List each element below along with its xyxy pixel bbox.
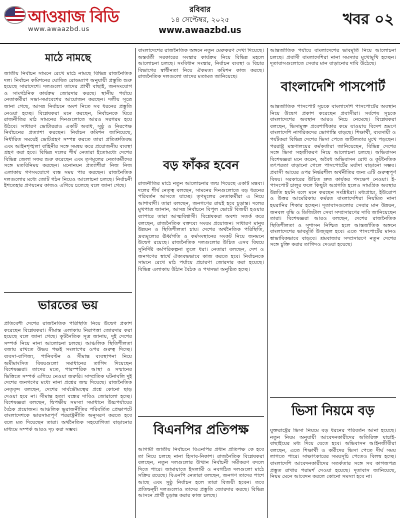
headline-bangladeshi-passport[interactable]: বাংলাদেশি পাসপোর্ট [280,80,386,95]
article-body: যুক্তরাষ্ট্রের ভিসা নিয়মে বড় ধরনের পরিবর্তন আনা হয়েছে। নতুন নিয়ম অনুযায়ী আবেদনকারীদের অতিরিক্ত যাচাই-বাছাইয়ের মধ্য দিয়ে যেতে হবে। অভিবাসন আইনজীবীরা বলছেন, এতে শিক্ষার্থী ও কর্মীদের ভিসা পেতে দীর্ঘ সময় লাগতে পারে। সাক্ষাৎকারের সময়সূচি পেতেও বিলম্ব হচ্ছে। বাংলাদেশি আবেদনকারীদের সতর্কতার সঙ্গে সব কাগজপত্র প্রস্তুত রাখার পরামর্শ দেওয়া হয়েছে। দূতাবাস জানিয়েছে, নিয়ম মেনে আবেদন করলে কোনো সমস্যা হবে না। [270,428,396,481]
article-body: বাংলাদেশের রাজনৈতিক অঙ্গনে নতুন মেরুকরণ দেখা দিয়েছে। অন্তর্বর্তী সরকারের সংস্কার কার্যক্রম নিয়ে বিভিন্ন মহলে আলোচনা চলছে। সংবিধান সংস্কার, নির্বাচন ব্যবস্থা ও বিচার বিভাগের স্বাধীনতা নিয়ে ঐকমত্য কমিশন কাজ করছে। রাজনৈতিক দলগুলো তাদের মতামত জানিয়েছে। [138,48,264,81]
logo[interactable] [4,4,119,38]
masthead [0,0,400,44]
logo-url: www.awaazbd.us [28,25,90,33]
column-right [270,48,396,520]
column-middle [138,48,264,520]
website-link[interactable]: www.awaazbd.us [158,26,242,36]
headline-bharater-bhoy[interactable]: ভারতের ভয় [38,298,98,312]
section-divider [270,397,396,398]
article-body: জাতীয় নির্বাচন সামনে রেখে মাঠে নামছে বিভিন্ন রাজনৈতিক দল। নির্বাচন কমিশনের ঘোষিত রোডম্যাপ অনুযায়ী প্রস্তুতি শুরু হয়েছে সারাদেশে। দলগুলো তাদের প্রার্থী বাছাই, জনসংযোগ ও সাংগঠনিক কার্যক্রম জোরদার করছে। স্থানীয় পর্যায়ে নেতাকর্মীরা সভা-সমাবেশের আয়োজন করছেন। দলীয় সূত্রে জানা গেছে, আসন্ন নির্বাচনে অংশ নিতে সব ধরনের প্রস্তুতি নেওয়া হচ্ছে। বিশ্লেষকরা মনে করছেন, নির্বাচনকে ঘিরে রাজনীতির মাঠ সামনের দিনগুলোতে আরও সরগরম হয়ে উঠবে। সাধারণ ভোটাররাও একটি অবাধ, সুষ্ঠু ও নিরপেক্ষ নির্বাচনের প্রত্যাশা করছেন। নির্বাচন কমিশন জানিয়েছে, নির্ধারিত সময়েই ভোটগ্রহণ সম্পন্ন করতে তারা প্রতিশ্রুতিবদ্ধ এবং আইনশৃঙ্খলা বাহিনীর সঙ্গে সমন্বয় করে প্রয়োজনীয় ব্যবস্থা গ্রহণ করা হবে। বিভিন্ন দলের শীর্ষ নেতারা ইতোমধ্যে দেশের বিভিন্ন জেলা সফর শুরু করেছেন এবং তৃণমূলের নেতাকর্মীদের সঙ্গে মতবিনিময় করছেন। মনোনয়ন প্রত্যাশীরা নিজ নিজ এলাকায় গণসংযোগে ব্যস্ত সময় পার করছেন। রাজনৈতিক দলগুলোর মধ্যে জোট গঠন নিয়েও আলোচনা চলছে। নির্বাচনী ইশতেহার প্রণয়নের কাজও এগিয়ে চলেছে বলে জানা গেছে। [4,71,132,190]
column-divider [267,48,268,518]
headline-boro-fakor[interactable]: বড় ফাঁকর হবেন [163,158,239,172]
headline-mathe-namchhe[interactable]: মাঠে নামছে [45,53,91,64]
article-body: আন্তর্জাতিক পর্যায়ে বাংলাদেশের ভাবমূর্তি নিয়ে আলোচনা চলছে। প্রবাসী বাংলাদেশিরা নানা সমস্যার মুখোমুখি হচ্ছেন। দূতাবাসগুলোতে সেবার মান বাড়ানোর দাবি উঠেছে। [270,48,396,68]
section-title: খবর ০২ [342,10,394,28]
article-body: রাজনীতির মাঠে নতুন আলোচনার জন্ম দিয়েছে একটি মন্তব্য। দলের শীর্ষ নেতৃত্ব বলছেন, সামনের দিনগুলোতে বড় ধরনের পরিবর্তন আসতে যাচ্ছে। তৃণমূলের নেতাকর্মীরা এ নিয়ে আশাবাদী। তারা বলছেন, জনগণের রায়ই হবে চূড়ান্ত। দলের মুখপাত্র জানান, আসন্ন নির্বাচনে বিপুল ভোটে বিজয়ী হওয়ার ব্যাপারে তারা আত্মবিশ্বাসী। বিশ্লেষকরা অবশ্য সতর্ক করে বলছেন, রাজনৈতিক বক্তব্যে সংযম প্রয়োজন। সাধারণ মানুষ উন্নয়ন ও স্থিতিশীলতা চায়। দেশের অর্থনৈতিক পরিস্থিতি, দ্রব্যমূল্যের ঊর্ধ্বগতি ও কর্মসংস্থানের সংকট নিয়ে জনমনে উদ্বেগ রয়েছে। রাজনৈতিক দলগুলোর উচিত এসব বিষয়ে সুনির্দিষ্ট কর্মপরিকল্পনা তুলে ধরা। নেতারা বলছেন, দেশ ও জনগণের স্বার্থে ঐক্যবদ্ধভাবে কাজ করতে হবে। নির্বাচনকে সামনে রেখে মাঠ পর্যায়ে প্রচারণা জোরদার করা হয়েছে। বিভিন্ন এলাকায় উঠান বৈঠক ও পথসভা অনুষ্ঠিত হচ্ছে। [138,181,264,273]
logo-text: আওয়াজ বিডি [28,7,119,26]
article-body: প্রতিবেশী দেশের রাজনৈতিক পরিস্থিতি নিয়ে উদ্বেগ প্রকাশ করেছেন বিশ্লেষকরা। সীমান্ত এলাকায় নিরাপত্তা জোরদার করা হয়েছে বলে জানা গেছে। কূটনৈতিক সূত্র জানায়, দুই দেশের সম্পর্ক নিয়ে নানা আলোচনা চলছে। আঞ্চলিক স্থিতিশীলতা বজায় রাখতে উভয় পক্ষই সংলাপের ওপর গুরুত্ব দিচ্ছে। ব্যবসা-বাণিজ্য, পানিবণ্টন ও সীমান্ত ব্যবস্থাপনা নিয়ে অমীমাংসিত বিষয়গুলো সমাধানের তাগিদ দিয়েছেন বিশেষজ্ঞরা। তাদের মতে, পারস্পরিক আস্থা ও সম্মানের ভিত্তিতে সম্পর্ক এগিয়ে নেওয়া জরুরি। সাম্প্রতিক ঘটনাবলি দুই দেশের জনগণের মধ্যে নানা প্রশ্নের জন্ম দিয়েছে। রাজনৈতিক নেতৃবৃন্দ বলছেন, দেশের সার্বভৌমত্বের প্রশ্নে কোনো ছাড় দেওয়া হবে না। সীমান্ত হত্যা বন্ধের দাবিও জোরালো হচ্ছে। বিশেষজ্ঞরা বলছেন, দ্বিপক্ষীয় সমস্যা সমাধানে উচ্চপর্যায়ের বৈঠক প্রয়োজন। আঞ্চলিক ভূরাজনীতির পরিবর্তিত প্রেক্ষাপটে বাংলাদেশকে ভারসাম্যপূর্ণ পররাষ্ট্রনীতি অনুসরণ করতে হবে বলে মত দিয়েছেন তারা। অর্থনৈতিক সহযোগিতা বাড়ানোর মাধ্যমে সম্পর্ক আরও দৃঢ় করা সম্ভব। [4,321,132,433]
article-body: আন্তর্জাতিক পাসপোর্ট সূচকে বাংলাদেশি পাসপোর্টের অবস্থান নিয়ে উদ্বেগ প্রকাশ করেছেন প্রবাসীরা। সর্বশেষ সূচকে বাংলাদেশের অবস্থান আরও নিচে নেমেছে। বিশ্লেষকরা বলছেন, ভিসামুক্ত প্রবেশাধিকার কমে যাওয়ায় বিদেশ ভ্রমণে বাংলাদেশি নাগরিকদের ভোগান্তি বাড়ছে। শিক্ষার্থী, ব্যবসায়ী ও পর্যটকরা বিভিন্ন দেশের ভিসা পেতে জটিলতার মুখে পড়ছেন। পররাষ্ট্র মন্ত্রণালয়ের কর্মকর্তারা জানিয়েছেন, বিভিন্ন দেশের সঙ্গে ভিসা সহজীকরণ নিয়ে আলোচনা চলছে। অভিবাসন বিশেষজ্ঞরা মনে করেন, অবৈধ অভিবাসন রোধ ও কূটনৈতিক তৎপরতা বাড়ানো গেলে পাসপোর্টের মর্যাদা বাড়ানো সম্ভব। প্রবাসী আয়ের ওপর নির্ভরশীল অর্থনীতির জন্য এটি গুরুত্বপূর্ণ বিষয়। সরকারের উচিত দ্রুত কার্যকর পদক্ষেপ নেওয়া। ই-পাসপোর্ট চালুর ফলে কিছুটা অগ্রগতি হলেও সামগ্রিক অবস্থার উন্নতি হয়নি বলে মনে করছেন সংশ্লিষ্টরা। মধ্যপ্রাচ্য, ইউরোপ ও উত্তর আমেরিকায় কর্মরত বাংলাদেশিরা নিয়মিত নানা হয়রানির শিকার হচ্ছেন। দূতাবাসগুলোর সেবার মান উন্নয়ন, জনবল বৃদ্ধি ও ডিজিটাল সেবা সম্প্রসারণের দাবি জানিয়েছেন তারা। বিশেষজ্ঞরা আরও বলছেন, দেশের রাজনৈতিক স্থিতিশীলতা ও সুশাসন নিশ্চিত হলে আন্তর্জাতিক অঙ্গনে বাংলাদেশের ভাবমূর্তি উজ্জ্বল হবে। এতে পাসপোর্টের মানও স্বাভাবিকভাবে বাড়বে। শ্রমবাজার সম্প্রসারণে নতুন দেশের সঙ্গে চুক্তি করার তাগিদও দেওয়া হয়েছে। [270,104,396,249]
issue-date: ১৪ সেপ্টেম্বর, ২০২৫ [170,16,230,24]
column-divider [135,48,136,518]
section-divider [138,416,264,417]
headline-bnp-protipokkho[interactable]: বিএনপির প্রতিপক্ষ [153,423,249,438]
us-flag-icon [4,6,26,24]
section-divider [4,292,132,293]
article-body: আগামী জাতীয় নির্বাচনে বিএনপির প্রধান প্রতিপক্ষ কে হবে তা নিয়ে চলছে নানা হিসাব-নিকাশ। রাজনৈতিক বিশ্লেষকরা বলছেন, নতুন দলগুলোর উত্থান নির্বাচনী সমীকরণ বদলে দিতে পারে। জামায়াতে ইসলামী ও নবগঠিত দলগুলো মাঠে সক্রিয় রয়েছে। বিএনপি নেতারা বলছেন, জনগণ তাদের পাশে আছে এবং সুষ্ঠু নির্বাচন হলে তারা বিজয়ী হবেন। তবে প্রতিদ্বন্দ্বী দলগুলোও তাদের প্রস্তুতি জোরদার করছে। বিভিন্ন আসনে প্রার্থী চূড়ান্ত করার কাজ চলছে। [138,447,264,500]
issue-day: রবিবার [189,5,211,14]
date-block [150,4,250,37]
headline-visa-niyome[interactable]: ভিসা নিয়মে বড় [291,404,375,419]
column-left [4,48,132,520]
